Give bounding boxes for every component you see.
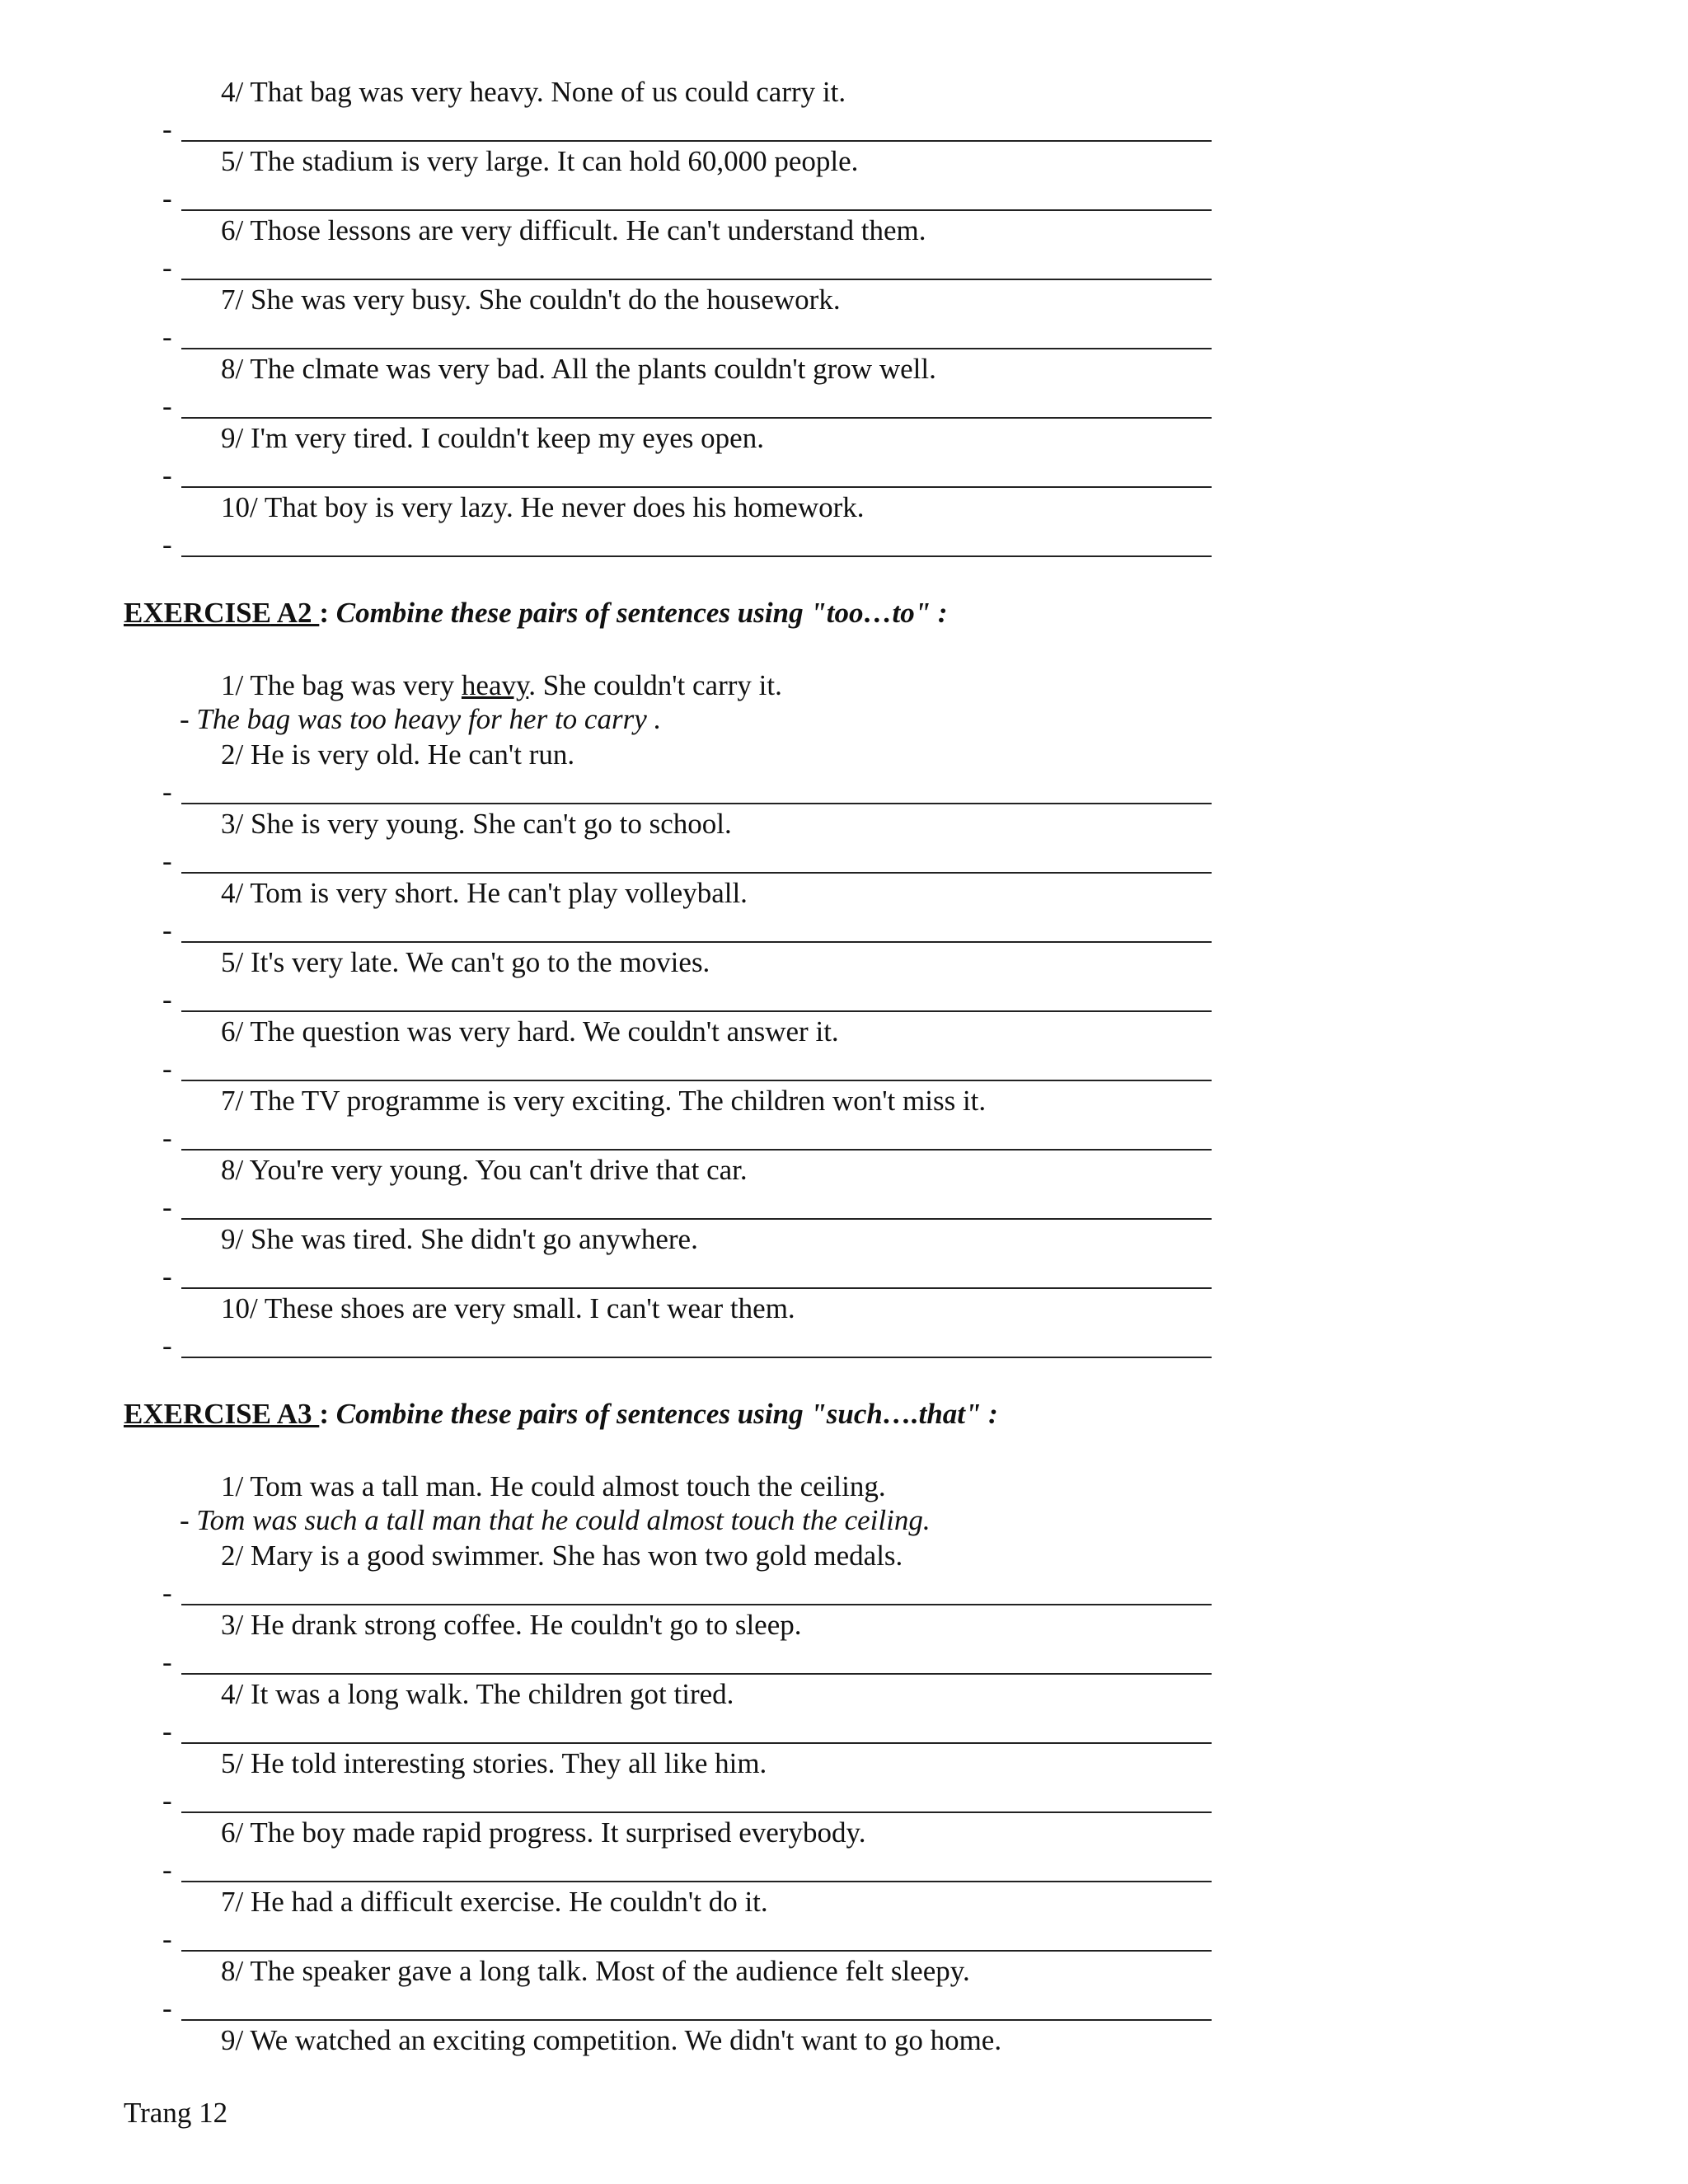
answer-dash: - <box>162 113 172 145</box>
answer-line[interactable] <box>181 1010 1212 1012</box>
question-text: 8/ The clmate was very bad. All the plants couldn't grow well. <box>221 353 936 385</box>
answer-dash: - <box>162 1854 172 1886</box>
question-text: 6/ The boy made rapid progress. It surprised everybody. <box>221 1816 866 1849</box>
answer-line[interactable] <box>181 1149 1212 1151</box>
answer-line[interactable] <box>181 1673 1212 1675</box>
answer-line[interactable] <box>181 555 1212 557</box>
answer-dash: - <box>162 182 172 214</box>
heading-colon: : <box>319 1398 329 1430</box>
answer-dash: - <box>162 1122 172 1154</box>
answer-dash: - <box>162 528 172 560</box>
answer-dash: - <box>162 1052 172 1085</box>
question-text: 8/ You're very young. You can't drive that car. <box>221 1154 748 1186</box>
answer-line[interactable] <box>181 1811 1212 1813</box>
example-underlined-word: heavy <box>461 669 529 701</box>
answer-line[interactable] <box>181 1287 1212 1289</box>
answer-dash: - <box>162 1329 172 1361</box>
question-text: 4/ It was a long walk. The children got tired. <box>221 1678 734 1710</box>
answer-dash: - <box>162 321 172 353</box>
answer-dash: - <box>162 1715 172 1747</box>
answer-line[interactable] <box>181 486 1212 488</box>
question-text: 4/ That bag was very heavy. None of us could carry it. <box>221 76 846 108</box>
answer-dash: - <box>162 1784 172 1816</box>
exercise-a3-heading <box>124 1398 998 1431</box>
question-text: 9/ We watched an exciting competition. We didn't want to go home. <box>221 2024 1002 2056</box>
question-text: 8/ The speaker gave a long talk. Most of the audience felt sleepy. <box>221 1955 970 1987</box>
answer-line[interactable] <box>181 803 1212 804</box>
question-text: 7/ She was very busy. She couldn't do the housework. <box>221 284 841 316</box>
heading-colon: : <box>319 597 329 629</box>
question-text: 4/ Tom is very short. He can't play volleyball. <box>221 877 748 909</box>
answer-dash: - <box>162 1646 172 1678</box>
question-text: 2/ He is very old. He can't run. <box>221 738 575 771</box>
question-text: 5/ The stadium is very large. It can hold 60,000 people. <box>221 145 859 177</box>
question-text: 6/ The question was very hard. We couldn't answer it. <box>221 1015 839 1047</box>
answer-line[interactable] <box>181 1881 1212 1882</box>
answer-dash: - <box>162 1191 172 1223</box>
question-text: 9/ I'm very tired. I couldn't keep my eyes open. <box>221 422 764 454</box>
question-text: 10/ These shoes are very small. I can't wear them. <box>221 1292 795 1324</box>
exercise-code: A3 <box>270 1398 320 1430</box>
answer-line[interactable] <box>181 1218 1212 1220</box>
answer-dash: - <box>162 914 172 946</box>
answer-dash: - <box>162 390 172 422</box>
answer-line[interactable] <box>181 1742 1212 1744</box>
question-text: 7/ The TV programme is very exciting. The children won't miss it. <box>221 1085 987 1117</box>
answer-dash: - <box>162 251 172 284</box>
answer-line[interactable] <box>181 348 1212 349</box>
question-text: 2/ Mary is a good swimmer. She has won two gold medals. <box>221 1540 903 1572</box>
question-text: 6/ Those lessons are very difficult. He can't understand them. <box>221 214 926 246</box>
exercise-a2-heading <box>124 597 948 630</box>
answer-line[interactable] <box>181 872 1212 874</box>
answer-line[interactable] <box>181 2019 1212 2021</box>
example-answer: - Tom was such a tall man that he could almost touch the ceiling. <box>180 1504 931 1536</box>
answer-dash: - <box>162 983 172 1015</box>
example-question: 1/ Tom was a tall man. He could almost touch the ceiling. <box>221 1470 886 1502</box>
example-text-start: 1/ The bag was very <box>221 669 462 701</box>
example-answer: - The bag was too heavy for her to carry . <box>180 703 662 735</box>
question-text: 3/ He drank strong coffee. He couldn't go to sleep. <box>221 1609 802 1641</box>
example-question <box>221 669 782 702</box>
answer-dash: - <box>162 1577 172 1609</box>
answer-dash: - <box>162 1923 172 1955</box>
answer-dash: - <box>162 845 172 877</box>
question-text: 7/ He had a difficult exercise. He couldn't do it. <box>221 1886 768 1918</box>
question-text: 9/ She was tired. She didn't go anywhere. <box>221 1223 698 1255</box>
answer-line[interactable] <box>181 279 1212 280</box>
answer-dash: - <box>162 459 172 491</box>
exercise-instruction: Combine these pairs of sentences using "too…to" : <box>328 597 948 629</box>
answer-line[interactable] <box>181 1357 1212 1358</box>
exercise-label: EXERCISE <box>124 1398 271 1430</box>
answer-line[interactable] <box>181 417 1212 419</box>
exercise-instruction: Combine these pairs of sentences using "such….that" : <box>328 1398 998 1430</box>
question-text: 5/ It's very late. We can't go to the movies. <box>221 946 710 978</box>
answer-line[interactable] <box>181 1080 1212 1081</box>
answer-line[interactable] <box>181 1604 1212 1605</box>
question-text: 3/ She is very young. She can't go to school. <box>221 808 732 840</box>
answer-dash: - <box>162 1992 172 2024</box>
answer-line[interactable] <box>181 209 1212 211</box>
exercise-label: EXERCISE <box>124 597 271 629</box>
answer-dash: - <box>162 1260 172 1292</box>
example-text-end: . She couldn't carry it. <box>528 669 782 701</box>
question-text: 5/ He told interesting stories. They all like him. <box>221 1747 767 1779</box>
exercise-code: A2 <box>270 597 320 629</box>
answer-dash: - <box>162 776 172 808</box>
answer-line[interactable] <box>181 1950 1212 1952</box>
page-number: Trang 12 <box>124 2097 228 2129</box>
question-text: 10/ That boy is very lazy. He never does his homework. <box>221 491 865 523</box>
answer-line[interactable] <box>181 140 1212 142</box>
answer-line[interactable] <box>181 941 1212 943</box>
